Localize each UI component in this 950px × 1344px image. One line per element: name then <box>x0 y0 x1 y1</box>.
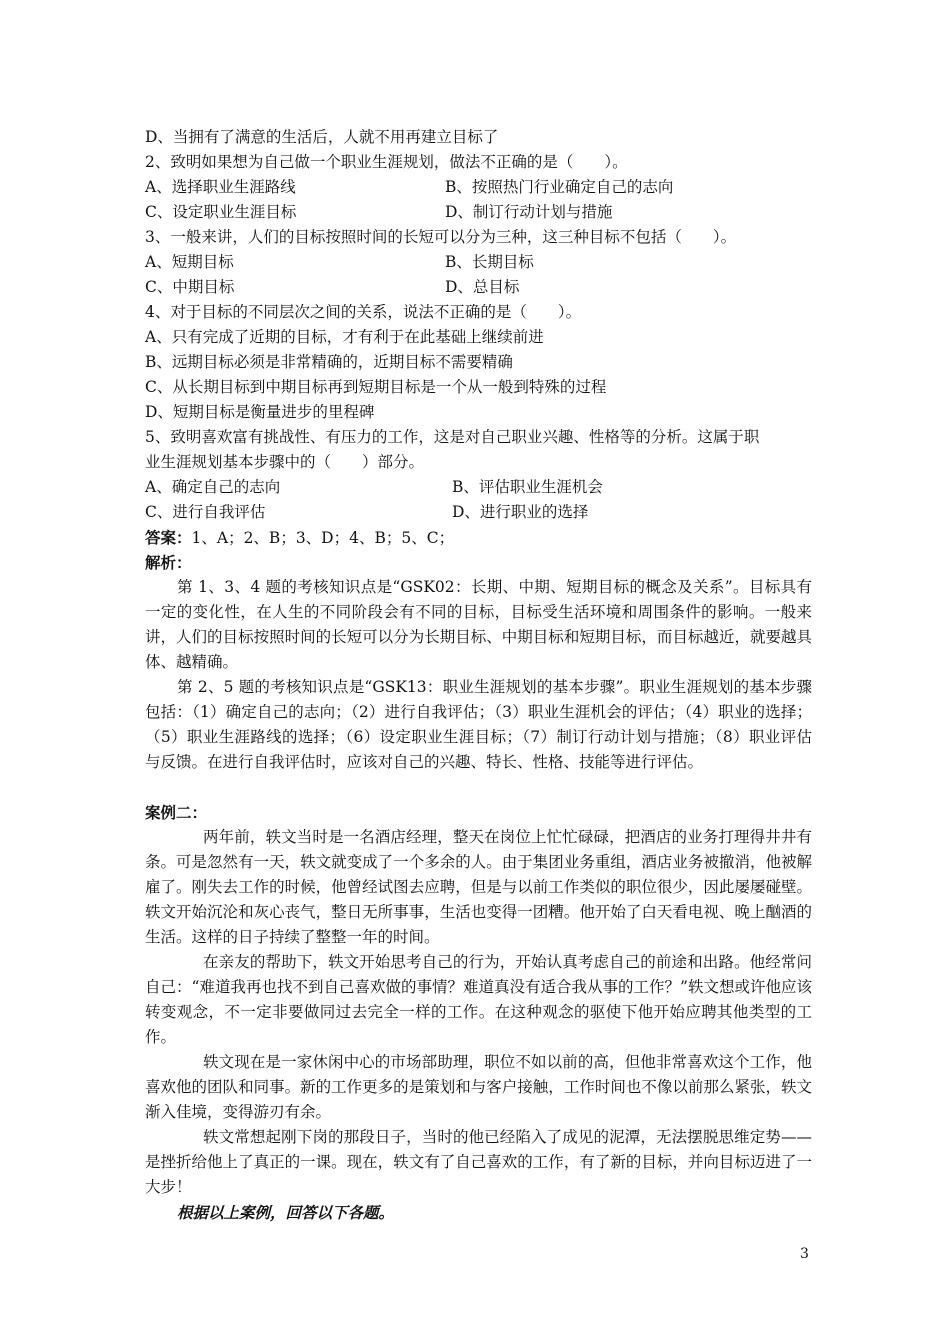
q5-option-d: D、进行职业的选择 <box>452 503 589 521</box>
q2-option-d: D、制订行动计划与措施 <box>445 203 613 221</box>
case2-paragraph-1: 两年前，轶文当时是一名酒店经理，整天在岗位上忙忙碌碌，把酒店的业务打理得井井有条。可是忽然有一天，轶文就变成了一个多余的人。由于集团业务重组，酒店业务被撤消，他被解雇了。刚失去工作的时候，他曾经试图去应聘，但是与以前工作类似的职位很少，因此屡屡碰壁。轶文开始沉沦和灰心丧气，整日无所事事，生活也变得一团糟。他开始了白天看电视、晚上酗酒的生活。这样的日子持续了整整一年的时间。 <box>145 828 812 946</box>
q2-option-c: C、设定职业生涯目标 <box>145 203 297 221</box>
q3-option-a: A、短期目标 <box>145 253 234 271</box>
q5-option-b: B、评估职业生涯机会 <box>452 478 603 496</box>
analysis-label: 解析： <box>145 553 192 572</box>
case2-paragraph-2: 在亲友的帮助下，轶文开始思考自己的行为，开始认真考虑自己的前途和出路。他经常问自己：“难道我再也找不到自己喜欢做的事情？难道真没有适合我从事的工作？”轶文想或许他应该转变观念，不一定非要做同过去完全一样的工作。在这种观念的驱使下他开始应聘其他类型的工作。 <box>145 953 812 1046</box>
q4-option-a: A、只有完成了近期的目标，才有利于在此基础上继续前进 <box>145 328 544 346</box>
q5-option-a: A、确定自己的志向 <box>145 478 281 496</box>
case2-paragraph-3: 轶文现在是一家休闲中心的市场部助理，职位不如以前的高，但他非常喜欢这个工作，他喜欢他的团队和同事。新的工作更多的是策划和与客户接触，工作时间也不像以前那么紧张，轶文渐入佳境，变得游刃有余。 <box>145 1053 812 1121</box>
q3-option-d: D、总目标 <box>445 278 520 296</box>
answer-line <box>145 525 454 551</box>
answer-label: 答案： <box>145 528 192 547</box>
q5-option-c: C、进行自我评估 <box>145 503 266 521</box>
q2-option-a: A、选择职业生涯路线 <box>145 178 296 196</box>
analysis-paragraph-2: 第 2、5 题的考核知识点是“GSK13：职业生涯规划的基本步骤”。职业生涯规划的基本步骤包括：（1）确定自己的志向；（2）进行自我评估；（3）职业生涯机会的评估；（4）职业的选择；（5）职业生涯路线的选择；（6）设定职业生涯目标；（7）制订行动计划与措施；（8）职业评估与反馈。在进行自我评估时，应该对自己的兴趣、特长、性格、技能等进行评估。 <box>145 678 812 771</box>
q4-option-c: C、从长期目标到中期目标再到短期目标是一个从一般到特殊的过程 <box>145 378 607 396</box>
q5-stem-line2: 业生涯规划基本步骤中的（ ）部分。 <box>145 453 425 471</box>
q4-option-b: B、远期目标必须是非常精确的，近期目标不需要精确 <box>145 353 513 371</box>
case2-label: 案例二： <box>145 803 208 822</box>
q3-stem: 3、一般来讲，人们的目标按照时间的长短可以分为三种，这三种目标不包括（ ）。 <box>145 228 737 246</box>
q4-stem: 4、对于目标的不同层次之间的关系，说法不正确的是（ ）。 <box>145 303 582 321</box>
q4-option-d: D、短期目标是衡量进步的里程碑 <box>145 403 375 421</box>
answer-text: 1、A；2、B；3、D；4、B；5、C； <box>191 529 455 547</box>
q2-stem: 2、致明如果想为自己做一个职业生涯规划，做法不正确的是（ ）。 <box>145 153 628 171</box>
q2-option-b: B、按照热门行业确定自己的志向 <box>445 178 674 196</box>
case2-instruction: 根据以上案例，回答以下各题。 <box>177 1203 395 1222</box>
case2-paragraph-4: 轶文常想起刚下岗的那段日子，当时的他已经陷入了成见的泥潭，无法摆脱思维定势——是挫折给他上了真正的一课。现在，轶文有了自己喜欢的工作，有了新的目标，并向目标迈进了一大步！ <box>145 1128 812 1196</box>
q5-stem-line1: 5、致明喜欢富有挑战性、有压力的工作，这是对自己职业兴趣、性格等的分析。这属于职 <box>145 428 760 446</box>
q1-option-d: D、当拥有了满意的生活后，人就不用再建立目标了 <box>145 128 499 146</box>
q3-option-c: C、中期目标 <box>145 278 235 296</box>
q3-option-b: B、长期目标 <box>445 253 534 271</box>
analysis-paragraph-1: 第 1、3、4 题的考核知识点是“GSK02：长期、中期、短期目标的概念及关系”。目标具有一定的变化性，在人生的不同阶段会有不同的目标，目标受生活环境和周围条件的影响。一般来讲，人们的目标按照时间的长短可以分为长期目标、中期目标和短期目标，而目标越近，就要越具体、越精确。 <box>145 578 812 671</box>
page-number: 3 <box>800 1246 809 1262</box>
